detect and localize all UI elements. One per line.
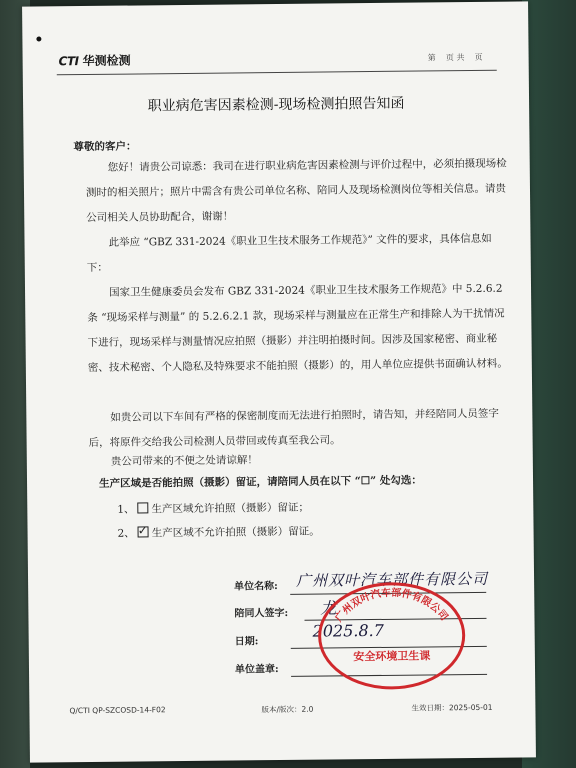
check-mark-icon: ✓ [137, 523, 148, 538]
greeting: 尊敬的客户： [73, 140, 137, 154]
effective-date: 生效日期：2025-05-01 [411, 702, 493, 713]
allow-checkbox[interactable] [137, 502, 148, 513]
date-label: 日期: [234, 636, 259, 648]
option-number: 1、 [117, 503, 135, 516]
paragraph-apology: 贵公司带来的不便之处请谅解！ [110, 454, 258, 468]
logo-mark: CTI [58, 54, 79, 69]
option-label: 生产区域不允许拍照（摄影）留证。 [151, 525, 320, 540]
escort-signature: 龙 [320, 598, 337, 618]
seal-label: 单位盖章: [234, 664, 279, 676]
page-number-info: 第 页 共 页 [427, 52, 483, 63]
date-handwriting: 2025.8.7 [312, 620, 384, 641]
deny-checkbox[interactable] [137, 523, 149, 538]
option-deny [117, 524, 319, 541]
document-page [22, 1, 536, 762]
logo-name: 华测检测 [82, 53, 131, 69]
punch-hole [36, 36, 41, 41]
header-divider [57, 70, 497, 76]
paragraph-intro: 您好！请贵公司谅悉：我司在进行职业病危害因素检测与评价过程中，必须拍摄现场检测时的相关照片；照片中需含有贵公司单位名称、陪同人及现场检测岗位等相关信息。请贵公司相关人员协助配合，谢谢！ [85, 157, 507, 225]
company-logo [59, 52, 131, 70]
company-seal-stamp [314, 577, 469, 691]
paragraph-requirement: 此举应 “GBZ 331-2024《职业卫生技术服务工作规范》” 文件的要求，具体信息如下： [86, 232, 492, 275]
option-allow [117, 500, 309, 517]
unit-name-label: 单位名称: [234, 581, 278, 593]
paragraph-regulation: 国家卫生健康委员会发布 GBZ 331-2024《职业卫生技术服务工作规范》中 5.2.6.2 条 “现场采样与测量” 的 5.2.6.2.1 款，现场采样与测量应在正常生产和排除人为干扰情况下进行，现场采样与测量情况应拍照（摄影）并注明拍摄时间。因涉及国家秘密、商业秘密、技术秘密、个人隐私及特殊要求不能拍照（摄影）的，用人单位应提供书面确认材料。 [87, 282, 508, 375]
document-version: 版本/版次：2.0 [261, 704, 314, 715]
checkbox-section-heading: 生产区域是否能拍照（摄影）留证，请陪同人员在以下 “☐” 处勾选： [98, 474, 422, 490]
page-title: 职业病危害因素检测-现场检测拍照告知函 [147, 95, 405, 115]
document-code: Q/CTI QP-SZCOSD-14-F02 [69, 705, 166, 716]
option-number: 2、 [117, 527, 135, 540]
paragraph-confidential: 如贵公司以下车间有严格的保密制度而无法进行拍照时，请告知，并经陪同人员签字后，将原件交给我公司检测人员带回或传真至我公司。 [88, 407, 499, 449]
stamp-department-text: 安全环境卫生课 [353, 649, 431, 664]
unit-name-handwriting: 广州双叶汽车部件有限公司 [295, 569, 489, 590]
option-label: 生产区域允许拍照（摄影）留证； [151, 501, 310, 516]
escort-signature-label: 陪同人签字: [234, 607, 289, 620]
stamp-outer-text: 广州双叶汽车部件有限公司 [333, 587, 450, 625]
